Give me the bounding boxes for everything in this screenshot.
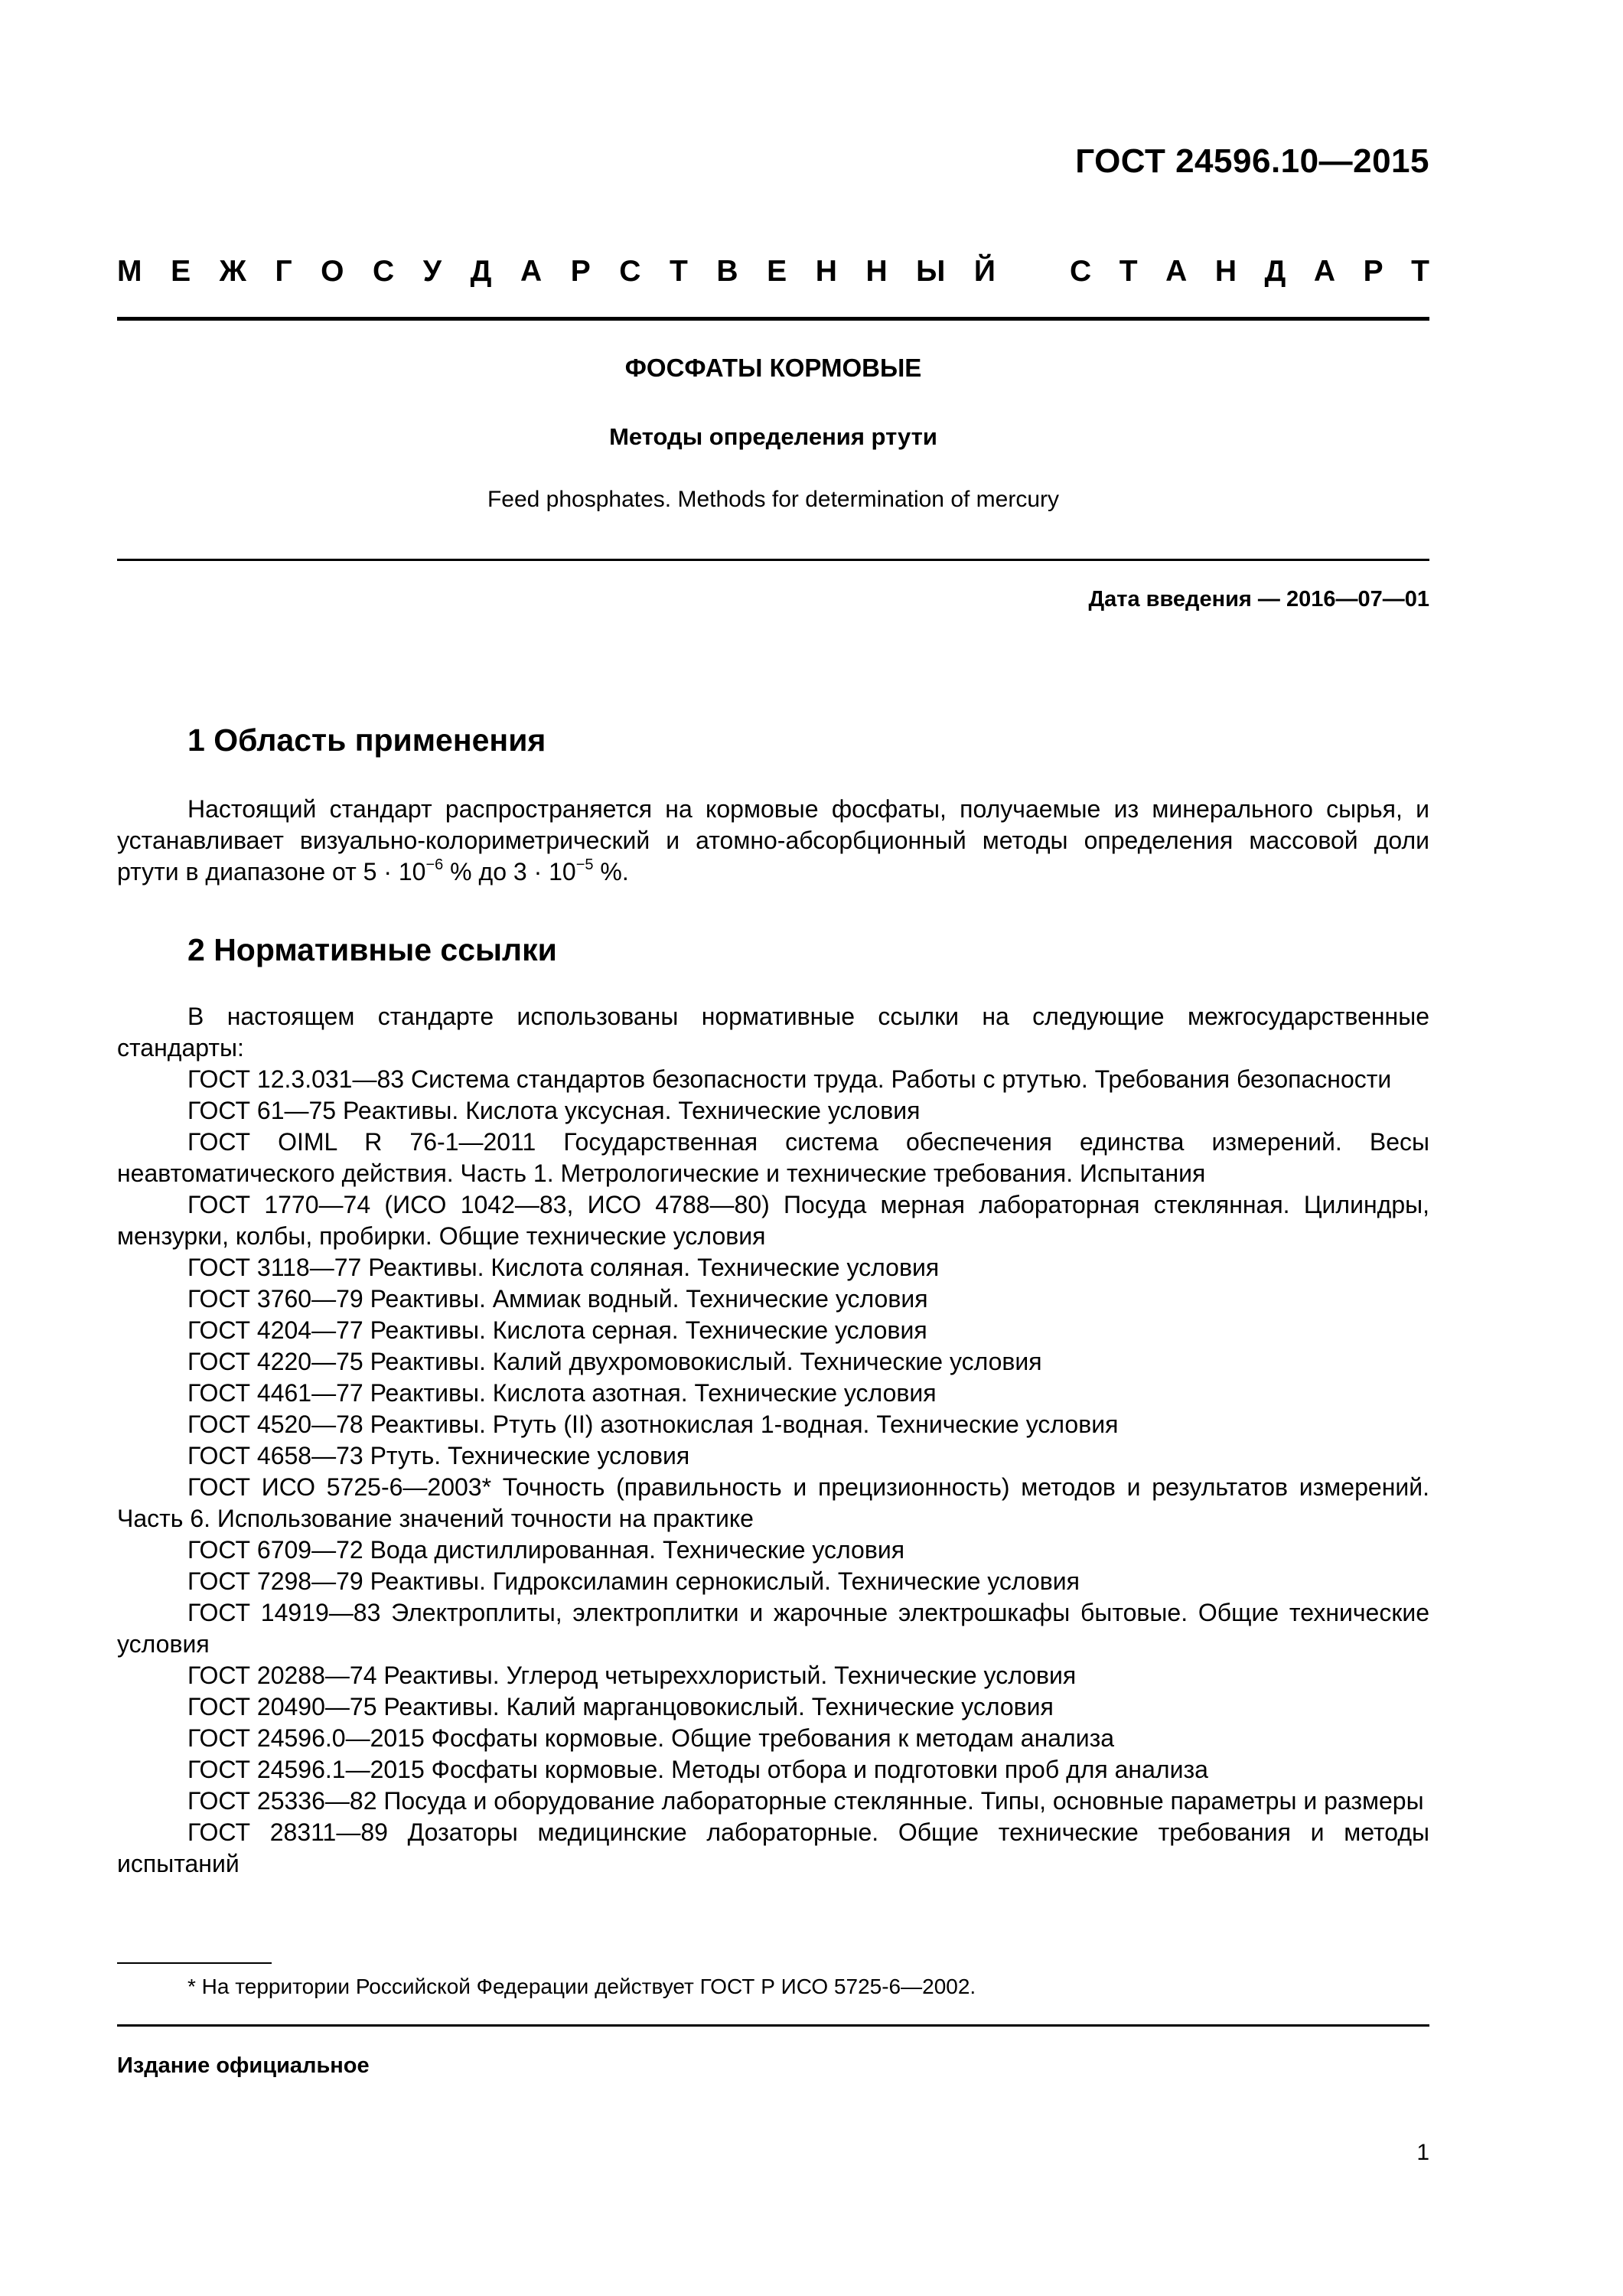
reference-item: ГОСТ 28311—89 Дозаторы медицинские лабораторные. Общие технические требования и методы испытаний — [117, 1818, 1429, 1877]
reference-item: ГОСТ 6709—72 Вода дистиллированная. Технические условия — [187, 1536, 905, 1564]
heading-letter: Й — [973, 255, 996, 288]
footnote: * На территории Российской Федерации действует ГОСТ Р ИСО 5725-6—2002. — [187, 1975, 976, 1998]
heading-letter: Г — [275, 255, 292, 288]
heading-letter: Е — [171, 255, 191, 288]
heading-letter: Р — [1363, 255, 1383, 288]
footer-divider — [117, 2024, 1429, 2027]
heading-letter: Т — [670, 255, 688, 288]
reference-item: ГОСТ 12.3.031—83 Система стандартов безопасности труда. Работы с ртутью. Требования безопасности — [187, 1065, 1392, 1093]
document-subtitle: Методы определения ртути — [609, 423, 937, 450]
section-heading-references: 2 Нормативные ссылки — [187, 932, 557, 967]
document-title: ФОСФАТЫ КОРМОВЫЕ — [624, 354, 922, 382]
heading-letter: А — [1313, 255, 1336, 288]
scope-text-mid: % до 3 · 10 — [443, 858, 576, 885]
title-divider — [117, 559, 1429, 561]
scope-text-main: Настоящий стандарт распространяется на кормовые фосфаты, получаемые из минерального сырья, и устанавливает визуально-колориметрический и атомно-абсорбционный методы определения массовой доли ртути в диапазоне от 5 · 10 — [117, 795, 1429, 885]
heading-letter: Е — [767, 255, 787, 288]
reference-item: ГОСТ 4520—78 Реактивы. Ртуть (II) азотнокислая 1-водная. Технические условия — [187, 1411, 1119, 1438]
reference-item: ГОСТ 4220—75 Реактивы. Калий двухромовокислый. Технические условия — [187, 1348, 1042, 1375]
references-intro — [117, 1001, 1429, 1064]
reference-item: ГОСТ OIML R 76-1—2011 Государственная система обеспечения единства измерений. Весы неавтоматического действия. Часть 1. Метрологические и технические требования. Испытания — [117, 1128, 1429, 1187]
reference-item: ГОСТ 24596.0—2015 Фосфаты кормовые. Общие требования к методам анализа — [187, 1724, 1115, 1752]
reference-item: ГОСТ 4658—73 Ртуть. Технические условия — [187, 1442, 690, 1469]
heading-letter: Д — [470, 255, 492, 288]
standard-type-word2 — [1070, 255, 1429, 289]
english-title: Feed phosphates. Methods for determination of mercury — [487, 487, 1060, 512]
reference-item: ГОСТ 24596.1—2015 Фосфаты кормовые. Методы отбора и подготовки проб для анализа — [187, 1756, 1208, 1783]
reference-item: ГОСТ 14919—83 Электроплиты, электроплитки и жарочные электрошкафы бытовые. Общие технические условия — [117, 1599, 1429, 1658]
reference-item: ГОСТ 4204—77 Реактивы. Кислота серная. Технические условия — [187, 1316, 927, 1344]
heading-letter: Д — [1264, 255, 1286, 288]
page-number: 1 — [1416, 2140, 1429, 2165]
heading-letter: С — [373, 255, 395, 288]
reference-item: ГОСТ 3118—77 Реактивы. Кислота соляная. Технические условия — [187, 1254, 940, 1281]
reference-item: ГОСТ ИСО 5725-6—2003* Точность (правильность и прецизионность) методов и результатов измерений. Часть 6. Использование значений точности на практике — [117, 1473, 1429, 1532]
scope-exponent-1: −6 — [425, 856, 444, 874]
heading-letter: Ж — [219, 255, 246, 288]
heading-letter: О — [321, 255, 344, 288]
heading-letter: Н — [865, 255, 888, 288]
heading-letter: А — [520, 255, 543, 288]
standard-type-word1 — [117, 255, 996, 289]
heading-letter: Т — [1411, 255, 1429, 288]
header-divider — [117, 317, 1429, 321]
reference-item: ГОСТ 1770—74 (ИСО 1042—83, ИСО 4788—80) Посуда мерная лабораторная стеклянная. Цилиндры, мензурки, колбы, пробирки. Общие технические условия — [117, 1191, 1429, 1250]
heading-letter: Ы — [916, 255, 946, 288]
heading-letter: С — [619, 255, 641, 288]
footnote-divider — [117, 1962, 272, 1964]
heading-letter: В — [716, 255, 738, 288]
scope-exponent-2: −5 — [575, 856, 594, 874]
scope-text-end: %. — [593, 858, 629, 885]
standard-type-heading — [117, 255, 1429, 289]
section-heading-scope: 1 Область применения — [187, 722, 546, 758]
reference-item: ГОСТ 4461—77 Реактивы. Кислота азотная. Технические условия — [187, 1379, 937, 1407]
heading-letter: Р — [570, 255, 591, 288]
reference-item: ГОСТ 20490—75 Реактивы. Калий марганцовокислый. Технические условия — [187, 1693, 1054, 1720]
references-intro-text: В настоящем стандарте использованы нормативные ссылки на следующие межгосударственные стандарты: — [117, 1003, 1429, 1062]
heading-letter: У — [422, 255, 442, 288]
scope-paragraph — [117, 794, 1429, 888]
heading-letter: С — [1070, 255, 1092, 288]
heading-letter: А — [1165, 255, 1188, 288]
heading-letter: М — [117, 255, 142, 288]
heading-letter: Т — [1119, 255, 1138, 288]
document-number: ГОСТ 24596.10—2015 — [1075, 142, 1429, 180]
reference-item: ГОСТ 25336—82 Посуда и оборудование лабораторные стеклянные. Типы, основные параметры и размеры — [187, 1787, 1424, 1815]
reference-item: ГОСТ 3760—79 Реактивы. Аммиак водный. Технические условия — [187, 1285, 928, 1313]
reference-item: ГОСТ 20288—74 Реактивы. Углерод четыреххлористый. Технические условия — [187, 1662, 1077, 1689]
reference-list — [117, 1064, 1429, 1880]
edition-label: Издание официальное — [117, 2053, 370, 2078]
introduction-date: Дата введения — 2016—07—01 — [1088, 587, 1429, 612]
heading-letter: Н — [1214, 255, 1237, 288]
heading-letter: Н — [815, 255, 837, 288]
reference-item: ГОСТ 7298—79 Реактивы. Гидроксиламин сернокислый. Технические условия — [187, 1567, 1080, 1595]
reference-item: ГОСТ 61—75 Реактивы. Кислота уксусная. Технические условия — [187, 1097, 921, 1124]
